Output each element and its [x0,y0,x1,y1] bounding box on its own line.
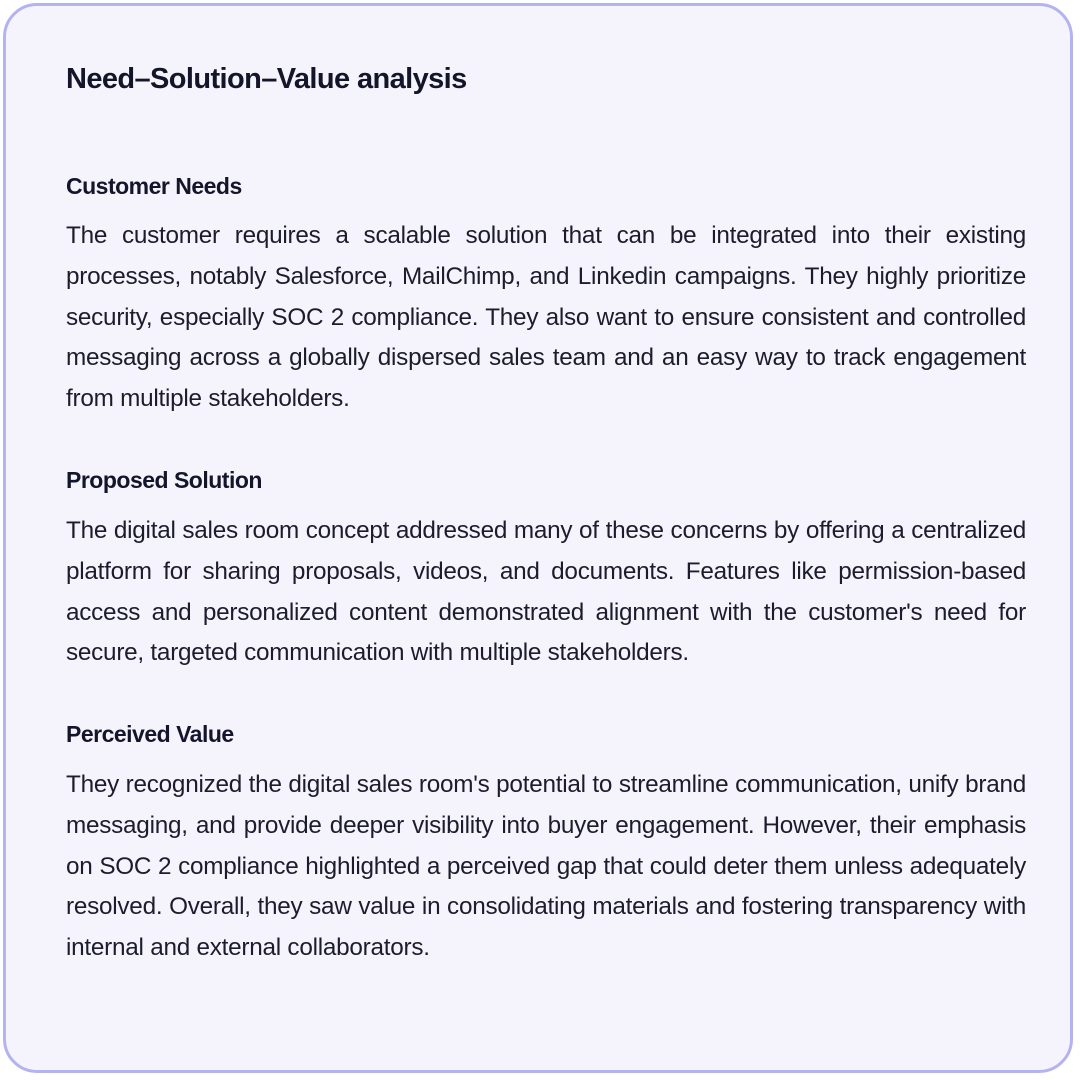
proposed-solution-text: The digital sales room concept addressed many of these concerns by offering a centralized platform for sharing proposals, videos, and documents. Features like permission-based access and personalized content demonstrated alignment with the customer's need for secure, targeted communication with multiple stakeholders. [66,517,1026,667]
proposed-solution-heading: Proposed Solution [66,467,262,493]
customer-needs-heading: Customer Needs [66,173,242,199]
perceived-value-text: They recognized the digital sales room's potential to streamline communication, unify brand messaging, and provide deeper visibility into buyer engagement. However, their emphasis on SOC 2 compliance highlighted a perceived gap that could deter them unless adequately resolved. Overall, they saw value in consolidating materials and fostering transparency with internal and external collaborators. [66,771,1026,962]
card-title: Need–Solution–Value analysis [66,63,467,95]
perceived-value-heading: Perceived Value [66,721,234,747]
customer-needs-text: The customer requires a scalable solution that can be integrated into their existing processes, notably Salesforce, MailChimp, and Linkedin campaigns. They highly prioritize security, especially SOC 2 compliance. They also want to ensure consistent and controlled messaging across a globally dispersed sales team and an easy way to track engagement from multiple stakeholders. [66,222,1026,413]
analysis-card [3,3,1073,1073]
